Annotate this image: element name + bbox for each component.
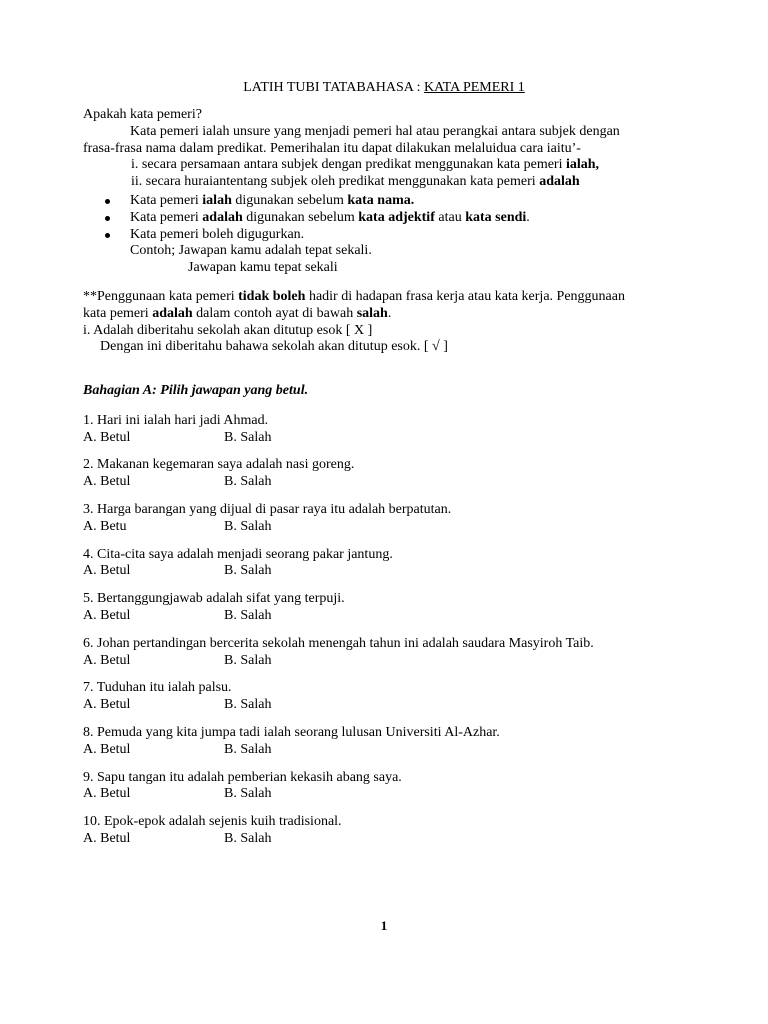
title-prefix: LATIH TUBI TATABAHASA :: [243, 80, 425, 95]
answer-options: [83, 697, 708, 714]
rule-adalah: [83, 210, 708, 227]
rule-ialah: [83, 193, 708, 210]
question-item: [83, 636, 708, 670]
option-b: B. Salah: [224, 786, 272, 802]
intro-question: Apakah kata pemeri?: [83, 107, 202, 122]
answer-options: [83, 430, 708, 447]
rule-text: atau: [434, 209, 466, 225]
note-keyword: adalah: [152, 305, 193, 321]
rule-keyword: kata adjektif: [358, 209, 435, 225]
note-text: .: [387, 305, 392, 321]
question-item: [83, 457, 708, 491]
note-text: kata pemeri: [83, 305, 153, 321]
note-line-2: [83, 306, 708, 323]
option-a: A. Betul: [83, 741, 131, 757]
method-2: [83, 174, 708, 191]
rule-text: Kata pemeri: [130, 192, 203, 208]
answer-options: [83, 519, 708, 536]
question-item: [83, 725, 708, 759]
rule-text: .: [526, 209, 530, 225]
intro-section: [83, 107, 708, 277]
option-a: A. Betul: [83, 474, 131, 490]
definition-line-1: Kata pemeri ialah unsure yang menjadi pemeri hal atau perangkai antara subjek dengan: [130, 123, 620, 139]
method-1-text: i. secara persamaan antara subjek dengan predikat menggunakan kata pemeri: [131, 157, 566, 173]
note-text: hadir di hadapan frasa kerja atau kata kerja. Penggunaan: [305, 289, 625, 304]
example-line-2: Jawapan kamu tepat sekali: [188, 260, 338, 276]
option-a: A. Betul: [83, 607, 131, 623]
option-b: B. Salah: [224, 518, 272, 534]
rule-keyword: kata sendi: [465, 209, 527, 225]
question-item: [83, 680, 708, 714]
question-text: 1. Hari ini ialah hari jadi Ahmad.: [83, 412, 269, 428]
title-topic: KATA PEMERI 1: [424, 80, 525, 95]
question-text: 4. Cita-cita saya adalah menjadi seorang pakar jantung.: [83, 546, 393, 562]
section-a-heading: Bahagian A: Pilih jawapan yang betul.: [83, 383, 309, 398]
rule-text: digunakan sebelum: [242, 209, 359, 225]
answer-options: [83, 653, 708, 670]
question-text: 9. Sapu tangan itu adalah pemberian kekasih abang saya.: [83, 769, 402, 785]
page-number: 1: [380, 918, 388, 933]
example-line-1: Contoh; Jawapan kamu adalah tepat sekali.: [130, 243, 372, 259]
option-b: B. Salah: [224, 652, 272, 668]
answer-options: [83, 786, 708, 803]
method-2-keyword: adalah: [539, 174, 580, 190]
rule-omit: [83, 227, 708, 244]
option-b: B. Salah: [224, 429, 272, 445]
option-a: A. Betul: [83, 786, 131, 802]
option-b: B. Salah: [224, 830, 272, 846]
question-item: [83, 770, 708, 804]
bullet-icon: [105, 216, 110, 221]
option-a: A. Betul: [83, 697, 131, 713]
rule-text: digunakan sebelum: [231, 192, 348, 208]
document-title: [0, 80, 768, 97]
note-text: dalam contoh ayat di bawah: [192, 305, 357, 321]
question-item: [83, 814, 708, 848]
option-b: B. Salah: [224, 563, 272, 579]
answer-options: [83, 831, 708, 848]
answer-options: [83, 608, 708, 625]
question-text: 5. Bertanggungjawab adalah sifat yang terpuji.: [83, 591, 345, 607]
rule-keyword: ialah: [202, 192, 232, 208]
question-text: 8. Pemuda yang kita jumpa tadi ialah seorang lulusan Universiti Al-Azhar.: [83, 724, 500, 740]
rule-text: Kata pemeri: [130, 209, 203, 225]
method-2-text: ii. secara huraiantentang subjek oleh predikat menggunakan kata pemeri: [131, 174, 540, 190]
option-a: A. Betul: [83, 830, 131, 846]
note-section: [83, 289, 708, 356]
method-1-keyword: ialah,: [565, 157, 600, 173]
question-text: 10. Epok-epok adalah sejenis kuih tradisional.: [83, 814, 342, 830]
option-b: B. Salah: [224, 474, 272, 490]
method-1: [83, 157, 708, 174]
answer-options: [83, 563, 708, 580]
option-a: A. Betul: [83, 652, 131, 668]
option-a: A. Betul: [83, 563, 131, 579]
note-text: **Penggunaan kata pemeri: [83, 289, 239, 304]
note-keyword: salah: [356, 305, 388, 321]
question-item: [83, 502, 708, 536]
question-text: 6. Johan pertandingan bercerita sekolah menengah tahun ini adalah saudara Masyiroh Taib.: [83, 635, 594, 651]
question-text: 3. Harga barangan yang dijual di pasar raya itu adalah berpatutan.: [83, 501, 452, 517]
answer-options: [83, 742, 708, 759]
note-line-1: [83, 289, 708, 306]
option-b: B. Salah: [224, 697, 272, 713]
rule-keyword: adalah: [202, 209, 243, 225]
question-item: [83, 591, 708, 625]
question-item: [83, 413, 708, 447]
bullet-icon: [105, 199, 110, 204]
note-keyword: tidak boleh: [238, 289, 306, 304]
bullet-icon: [105, 233, 110, 238]
section-a: [83, 383, 708, 859]
definition-line-2: frasa-frasa nama dalam predikat. Pemerihalan itu dapat dilakukan melaluidua cara iaitu’-: [83, 140, 581, 156]
question-item: [83, 547, 708, 581]
question-text: 2. Makanan kegemaran saya adalah nasi goreng.: [83, 457, 355, 473]
option-a: A. Betul: [83, 429, 131, 445]
answer-options: [83, 474, 708, 491]
rule-keyword: kata nama.: [347, 192, 415, 208]
option-b: B. Salah: [224, 741, 272, 757]
wrong-example: i. Adalah diberitahu sekolah akan ditutup esok [ X ]: [83, 322, 373, 338]
rules-list: [83, 193, 708, 243]
correct-example: Dengan ini diberitahu bahawa sekolah akan ditutup esok. [ √ ]: [100, 339, 448, 355]
question-text: 7. Tuduhan itu ialah palsu.: [83, 680, 232, 696]
question-list: [83, 413, 708, 848]
rule-text: Kata pemeri boleh digugurkan.: [130, 226, 305, 242]
option-a: A. Betu: [83, 518, 127, 534]
option-b: B. Salah: [224, 607, 272, 623]
